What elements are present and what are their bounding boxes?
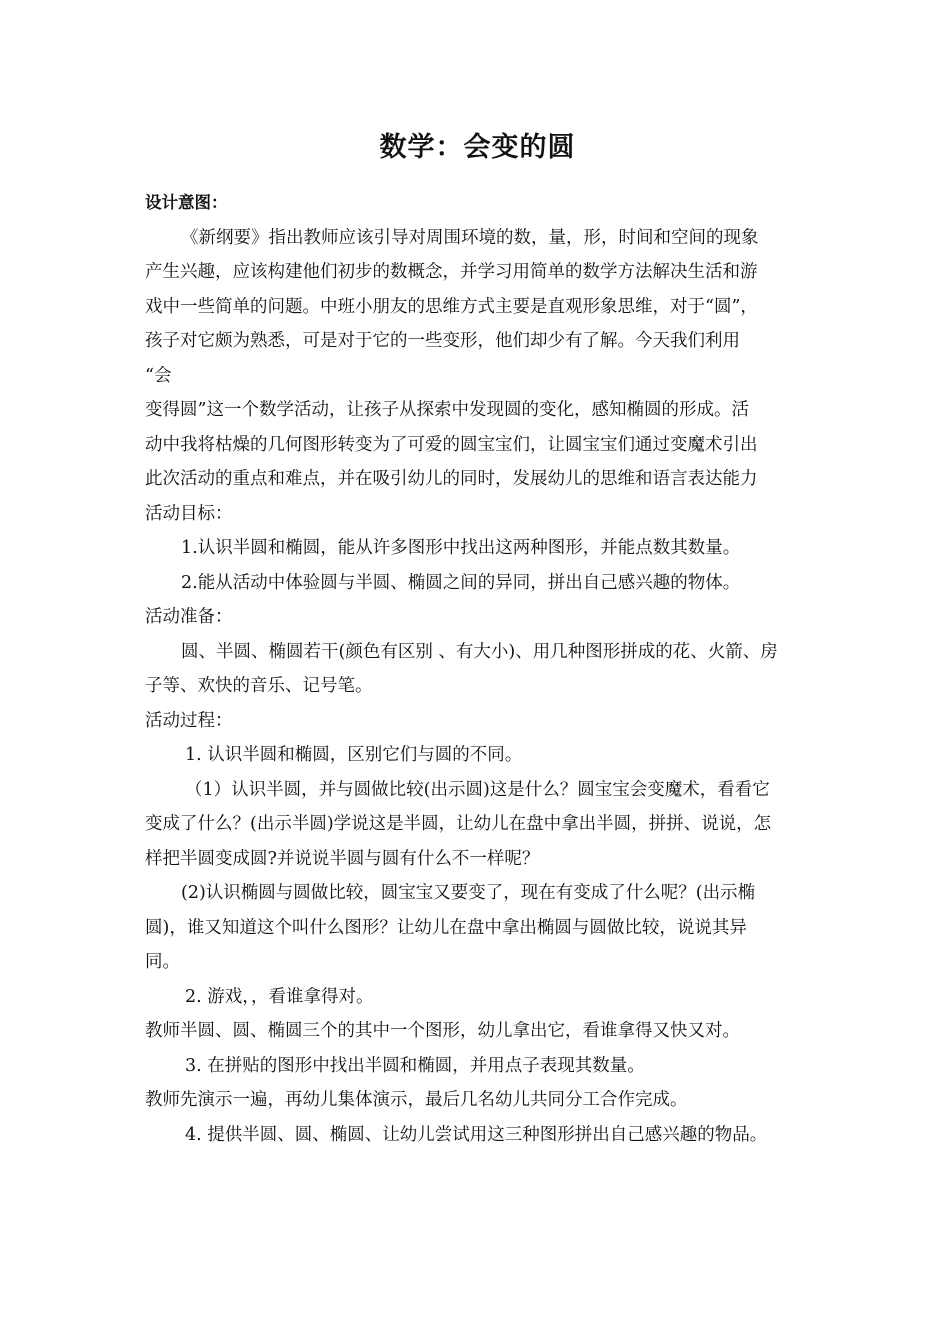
section-heading-goals: 活动目标：: [145, 503, 233, 524]
design-intent-heading: 设计意图：: [145, 193, 228, 212]
paragraph-line: 教师半圆、圆、椭圆三个的其中一个图形，幼儿拿出它，看谁拿得又快又对。: [145, 1021, 740, 1041]
process-step: 3. 在拼贴的图形中找出半圆和椭圆，并用点子表现其数量。: [185, 1055, 645, 1076]
paragraph-line: 圆、半圆、椭圆若干(颜色有区别 、有大小)、用几种图形拼成的花、火箭、房: [181, 641, 778, 662]
paragraph-line: 此次活动的重点和难点，并在吸引幼儿的同时，发展幼儿的思维和语言表达能力: [145, 469, 758, 489]
paragraph-line: 动中我将枯燥的几何图形转变为了可爱的圆宝宝们，让圆宝宝们通过变魔术引出: [145, 434, 758, 455]
section-heading-process: 活动过程：: [145, 710, 233, 731]
goal-item: 2.能从活动中体验圆与半圆、椭圆之间的异同，拼出自己感兴趣的物体。: [181, 572, 741, 593]
paragraph-line: 戏中一些简单的问题。中班小朋友的思维方式主要是直观形象思维，对于“圆”，: [145, 296, 758, 317]
paragraph-line: 变成了什么？(出示半圆)学说这是半圆，让幼儿在盘中拿出半圆，拼拼、说说，怎: [145, 814, 772, 834]
paragraph-line: (2)认识椭圆与圆做比较，圆宝宝又要变了，现在有变成了什么呢？(出示椭: [181, 883, 756, 903]
process-step: 4. 提供半圆、圆、椭圆、让幼儿尝试用这三种图形拼出自己感兴趣的物品。: [185, 1124, 768, 1145]
paragraph-line: 《新纲要》指出教师应该引导对周围环境的数，量，形，时间和空间的现象: [181, 227, 759, 248]
section-heading-preparation: 活动准备：: [145, 607, 233, 627]
paragraph-line: 变得圆”这一个数学活动，让孩子从探索中发现圆的变化，感知椭圆的形成。活: [145, 400, 749, 420]
paragraph-line: 同。: [145, 952, 180, 972]
paragraph-line: 孩子对它颇为熟悉，可是对于它的一些变形，他们却少有了解。今天我们利用: [145, 331, 740, 351]
paragraph-line: 教师先演示一遍，再幼儿集体演示，最后几名幼儿共同分工合作完成。: [145, 1090, 688, 1110]
goal-item: 1.认识半圆和椭圆，能从许多图形中找出这两种图形，并能点数其数量。: [181, 538, 741, 558]
paragraph-line: 圆)，谁又知道这个叫什么图形？让幼儿在盘中拿出椭圆与圆做比较，说说其异: [145, 917, 747, 938]
paragraph-line: “会: [145, 365, 172, 386]
document-body: [145, 186, 810, 1152]
paragraph-line: 产生兴趣，应该构建他们初步的数概念，并学习用简单的数学方法解决生活和游: [145, 262, 758, 282]
page-title: 数学：会变的圆: [379, 132, 576, 163]
paragraph-line: （1）认识半圆，并与圆做比较(出示圆)这是什么？圆宝宝会变魔术，看看它: [185, 779, 770, 800]
paragraph-line: 子等、欢快的音乐、记号笔。: [145, 676, 373, 696]
process-step: 1. 认识半圆和椭圆，区别它们与圆的不同。: [185, 745, 523, 765]
process-step: 2. 游戏，，看谁拿得对。: [185, 986, 374, 1007]
paragraph-line: 样把半圆变成圆?并说说半圆与圆有什么不一样呢？: [145, 848, 540, 869]
